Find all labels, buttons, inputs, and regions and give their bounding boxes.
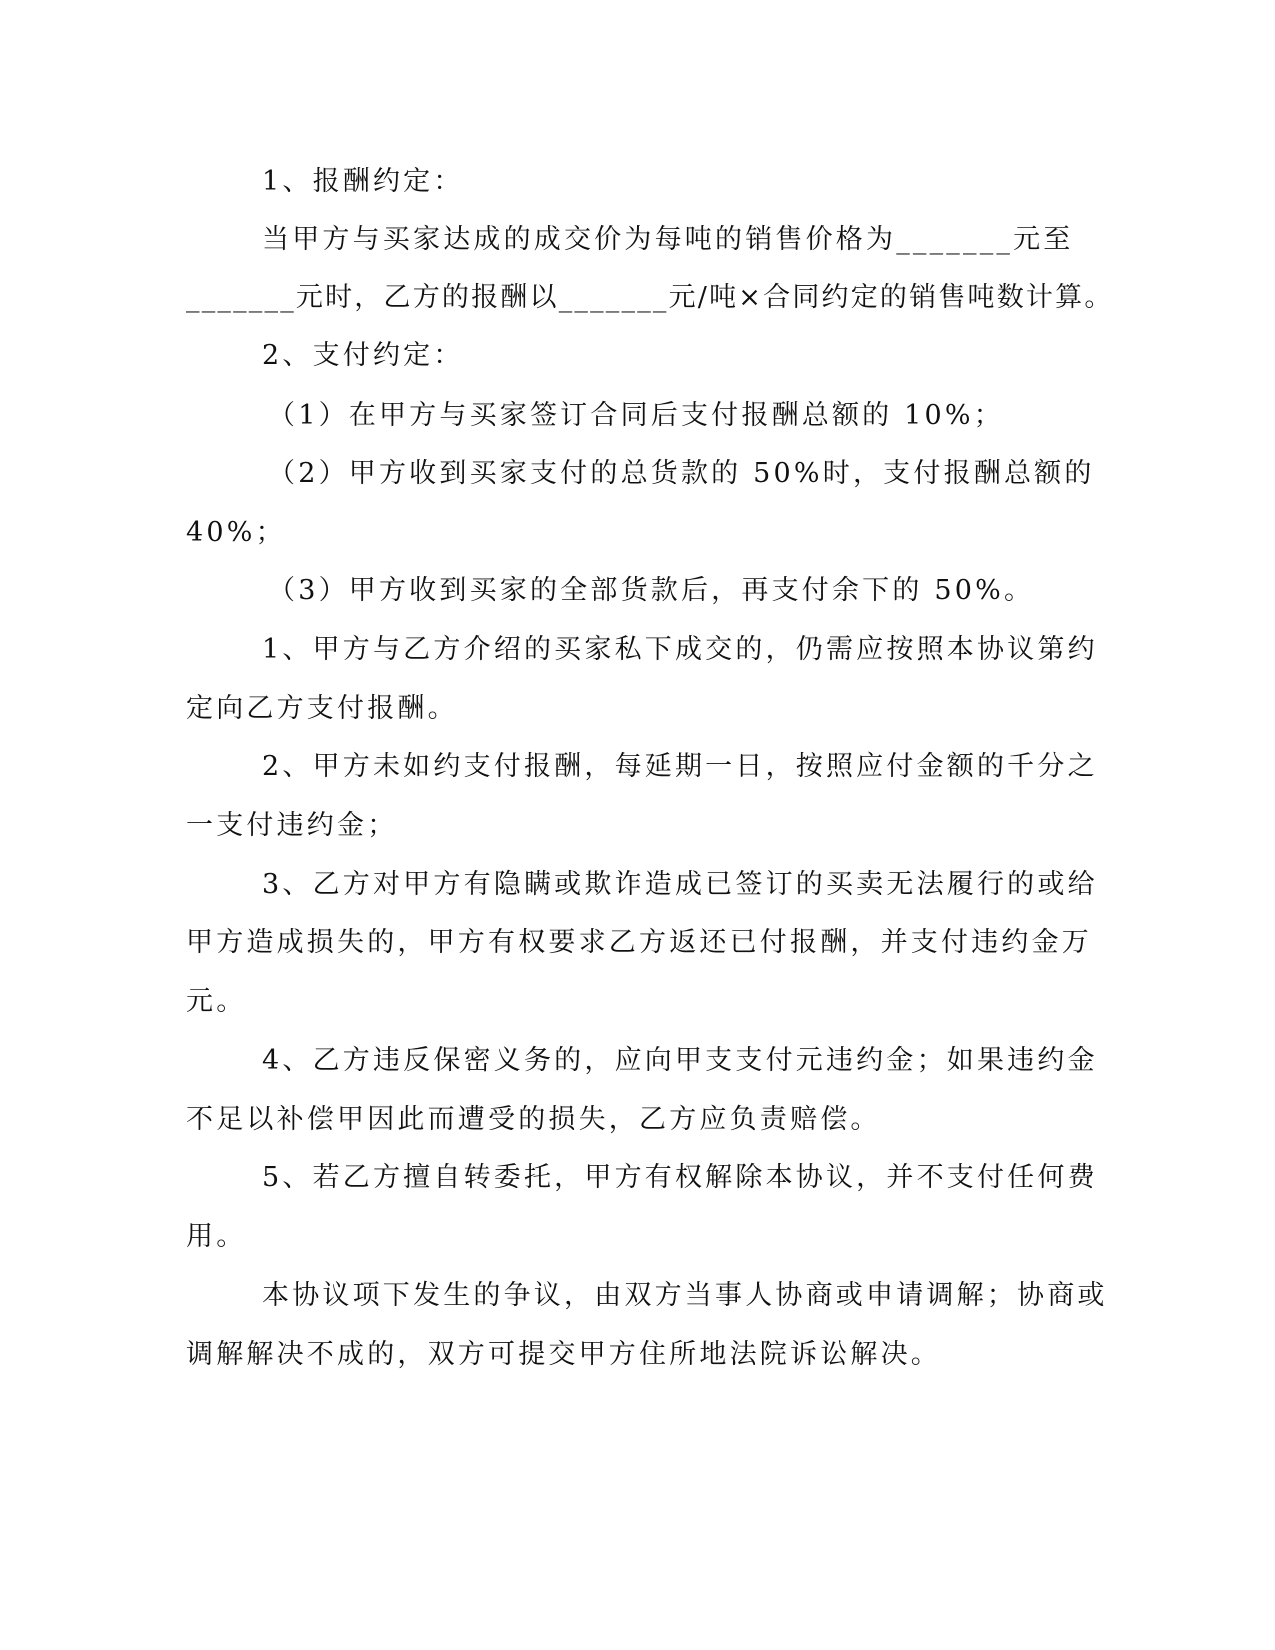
paragraph-line: 5、若乙方擅自转委托，甲方有权解除本协议，并不支付任何费 [262,1162,1098,1193]
section-heading-payment: 2、支付约定： [262,340,464,371]
paragraph-line: 本协议项下发生的争议，由双方当事人协商或申请调解；协商或 [262,1280,1108,1311]
paragraph-line: 元。 [186,986,247,1017]
list-item: （2）甲方收到买家支付的总货款的 50%时，支付报酬总额的 [268,458,1095,489]
paragraph-line: 当甲方与买家达成的成交价为每吨的销售价格为_______元至 [262,224,1074,255]
paragraph-line: 4、乙方违反保密义务的，应向甲支支付元违约金；如果违约金 [262,1045,1098,1076]
paragraph-line: 2、甲方未如约支付报酬，每延期一日，按照应付金额的千分之 [262,751,1098,782]
paragraph-line: 甲方造成损失的，甲方有权要求乙方返还已付报酬，并支付违约金万 [186,927,1092,958]
paragraph-line: 3、乙方对甲方有隐瞒或欺诈造成已签订的买卖无法履行的或给 [262,869,1098,900]
list-item: （3）甲方收到买家的全部货款后，再支付余下的 50%。 [268,575,1035,606]
paragraph-line: 40%； [186,517,286,548]
paragraph-line: 不足以补偿甲因此而遭受的损失，乙方应负责赔偿。 [186,1104,881,1135]
paragraph-line: _______元时，乙方的报酬以_______元/吨×合同约定的销售吨数计算。 [186,282,1114,313]
paragraph-line: 调解解决不成的，双方可提交甲方住所地法院诉讼解决。 [186,1339,941,1370]
paragraph-line: 定向乙方支付报酬。 [186,693,458,724]
paragraph-line: 用。 [186,1221,247,1252]
paragraph-line: 一支付违约金； [186,810,398,841]
list-item: （1）在甲方与买家签订合同后支付报酬总额的 10%； [268,400,1004,431]
section-heading-remuneration: 1、报酬约定： [262,166,464,197]
paragraph-line: 1、甲方与乙方介绍的买家私下成交的，仍需应按照本协议第约 [262,634,1098,665]
